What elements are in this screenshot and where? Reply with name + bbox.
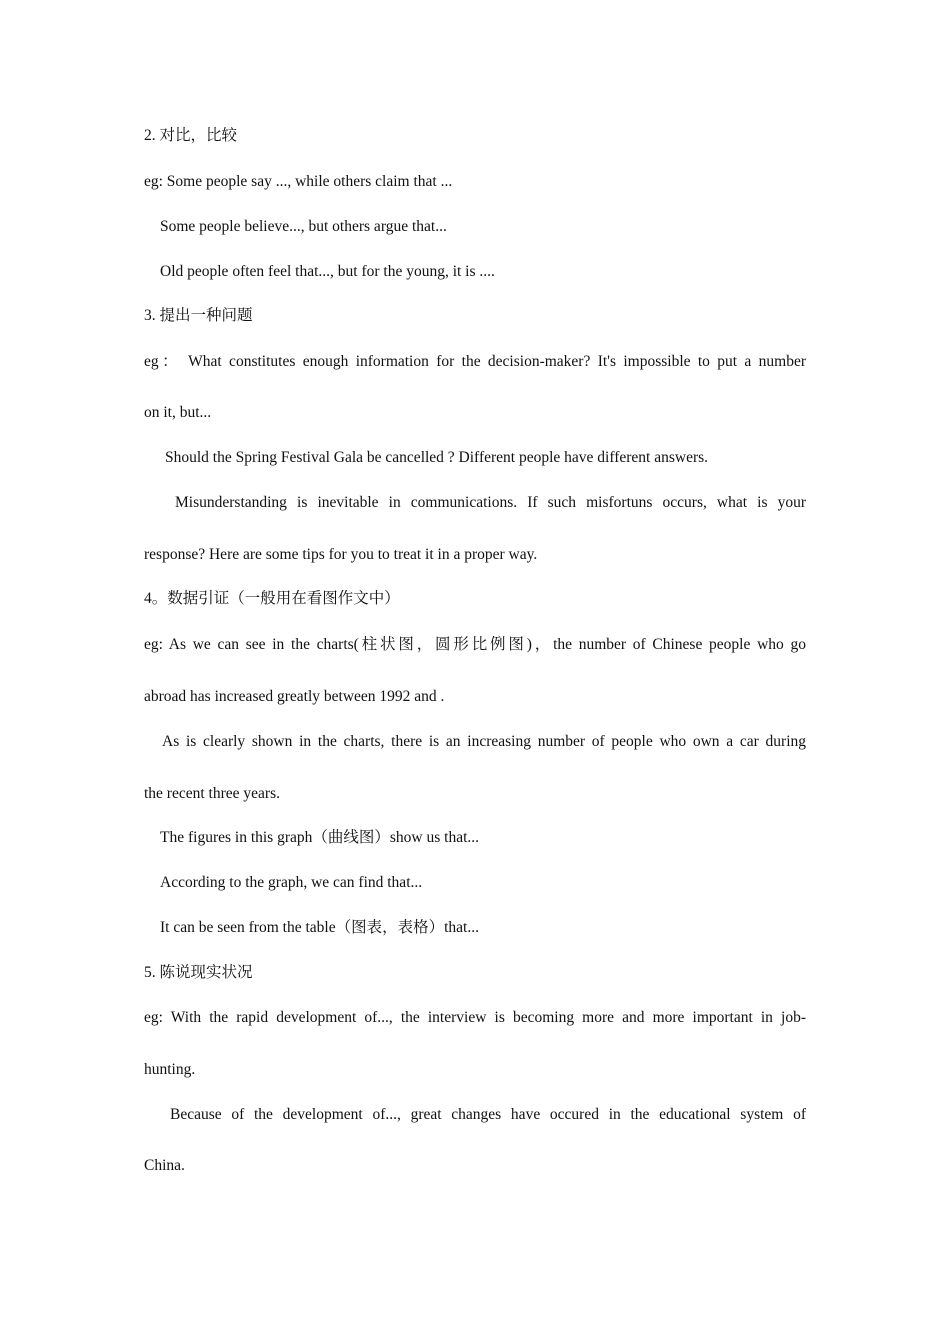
- example-line: eg: Some people say ..., while others claim that ...: [144, 173, 453, 190]
- example-line: It can be seen from the table（图表，表格）that...: [160, 919, 479, 936]
- section-heading: 4。数据引证（一般用在看图作文中）: [144, 590, 400, 607]
- example-line: abroad has increased greatly between 1992 and .: [144, 688, 445, 705]
- example-line: China.: [144, 1157, 185, 1174]
- example-line: Misunderstanding is inevitable in communications. If such misfortuns occurs, what is your: [175, 494, 806, 511]
- example-line: According to the graph, we can find that...: [160, 874, 423, 891]
- example-line: the recent three years.: [144, 785, 280, 802]
- example-line: Should the Spring Festival Gala be cancelled ? Different people have different answers.: [165, 449, 709, 466]
- example-line: Some people believe..., but others argue that...: [160, 218, 447, 235]
- example-line: The figures in this graph（曲线图）show us that...: [160, 829, 480, 846]
- example-line: Old people often feel that..., but for the young, it is ....: [160, 263, 495, 280]
- example-line: hunting.: [144, 1061, 196, 1078]
- example-line: eg： What constitutes enough information for the decision-maker? It's impossible to put a number: [144, 353, 806, 370]
- example-line: eg: As we can see in the charts(柱状图，圆形比例图)，the number of Chinese people who go: [144, 636, 806, 653]
- example-line: Because of the development of..., great changes have occured in the educational system of: [170, 1106, 806, 1123]
- example-line: As is clearly shown in the charts, there is an increasing number of people who own a car during: [162, 733, 806, 750]
- section-heading: 5. 陈说现实状况: [144, 964, 253, 981]
- example-line: response? Here are some tips for you to treat it in a proper way.: [144, 546, 538, 563]
- example-line: eg: With the rapid development of..., the interview is becoming more and more important in job-: [144, 1009, 806, 1026]
- section-heading: 3. 提出一种问题: [144, 307, 253, 324]
- example-line: on it, but...: [144, 404, 212, 421]
- section-heading: 2. 对比，比较: [144, 127, 238, 144]
